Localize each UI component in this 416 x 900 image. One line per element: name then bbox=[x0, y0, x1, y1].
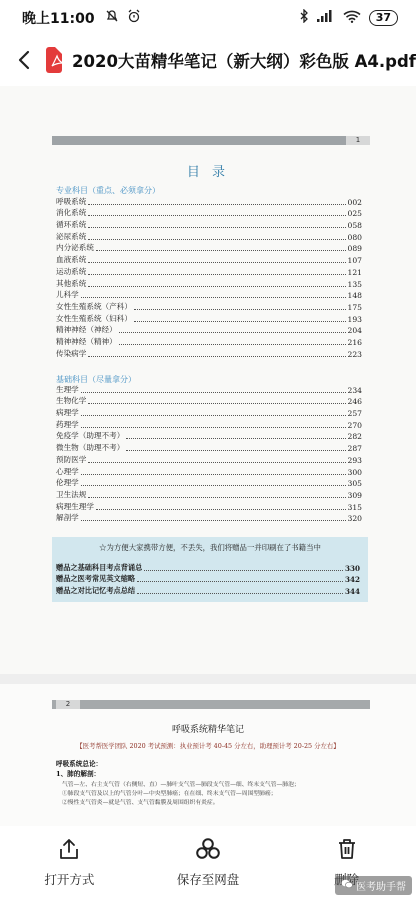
toc-entry-page: 300 bbox=[347, 467, 362, 477]
toc-entry bbox=[56, 584, 360, 596]
toc-leader-dots bbox=[137, 581, 343, 582]
toc-entry bbox=[56, 488, 362, 500]
mute-bell-icon bbox=[105, 9, 119, 27]
toc-entry-page: 287 bbox=[347, 444, 362, 454]
toc-leader-dots bbox=[81, 297, 346, 298]
toc-entry bbox=[56, 500, 362, 512]
toc-leader-dots bbox=[137, 593, 343, 594]
toc-title: 目 录 bbox=[186, 165, 230, 180]
toc-leader-dots bbox=[88, 239, 345, 240]
gift-list bbox=[56, 561, 360, 596]
toc-entry bbox=[56, 430, 362, 442]
toc-entry bbox=[56, 465, 362, 477]
section-heading: 呼吸系统总论： bbox=[56, 760, 103, 768]
toc-leader-dots bbox=[88, 274, 345, 275]
toc-entry-label: 消化系统 bbox=[56, 208, 87, 218]
toc-entry-label: 女性生殖系统（产科） bbox=[56, 301, 132, 311]
exam-prediction-note: 【医考帮医学团队 2020 考试预测：执业预计考 40-45 分左右，助理预计考 20-25 分左右】 bbox=[76, 742, 340, 750]
body-line: ②慢性支气管炎—就是气管、支气管黏膜及周围组织有炎症。 bbox=[62, 800, 219, 806]
toc-entry-label: 血液系统 bbox=[56, 255, 87, 265]
toc-entry-label: 生物化学 bbox=[56, 396, 87, 406]
toc-entry-page: 089 bbox=[347, 244, 362, 254]
toc-entry-page: 344 bbox=[344, 586, 360, 596]
toc-entry-label: 免疫学（助理不考） bbox=[56, 431, 125, 441]
toc-entry-page: 320 bbox=[347, 514, 362, 524]
body-line: ①肺段支气管及以上的气管分叶—中央型肺癌；在在细、终末支气管—周围型肺癌； bbox=[62, 791, 277, 797]
page-number: 2 bbox=[56, 700, 80, 709]
toc-leader-dots bbox=[88, 497, 345, 498]
trash-icon bbox=[338, 838, 356, 863]
toc-entry bbox=[56, 383, 362, 395]
toc-entry-label: 伦理学 bbox=[56, 478, 79, 488]
toc-entry bbox=[56, 207, 362, 219]
toc-entry bbox=[56, 335, 362, 347]
toc-entry bbox=[56, 441, 362, 453]
toc-entry-page: 305 bbox=[347, 479, 362, 489]
watermark-text: 医考助手帮 bbox=[356, 882, 406, 893]
toc-leader-dots bbox=[88, 262, 345, 263]
body-line: 气管—左、右主支气管（右侧短、直）—肺叶支气管—肺段支气管—细、终末支气管—肺泡； bbox=[62, 782, 300, 788]
open-with-button[interactable] bbox=[0, 826, 139, 900]
section-heading-basic: 基础科目（尽量拿分） bbox=[56, 375, 136, 384]
save-to-disk-button[interactable] bbox=[139, 826, 278, 900]
toc-entry-page: 270 bbox=[347, 420, 362, 430]
toc-leader-dots bbox=[134, 309, 346, 310]
toc-entry-label: 精神神经（精神） bbox=[56, 336, 117, 346]
toc-entry-label: 药理学 bbox=[56, 419, 79, 429]
toc-entry-label: 病理学 bbox=[56, 408, 79, 418]
toc-entry bbox=[56, 347, 362, 359]
toc-leader-dots bbox=[81, 427, 346, 428]
toc-entry bbox=[56, 300, 362, 312]
gift-note: ☆为方便大家携带方便，不丢失，我们将赠品一并印刷在了书籍当中 bbox=[99, 543, 321, 552]
pdf-page-1 bbox=[0, 86, 416, 674]
toc-entry-label: 女性生殖系统（妇科） bbox=[56, 313, 132, 323]
toc-entry-label: 其他系统 bbox=[56, 278, 87, 288]
toc-entry-page: 193 bbox=[347, 314, 362, 324]
toc-entry-page: 204 bbox=[347, 326, 362, 336]
toc-entry-label: 赠品之基础科目考点背诵总 bbox=[56, 562, 143, 572]
toc-entry-label: 预防医学 bbox=[56, 454, 87, 464]
toc-leader-dots bbox=[144, 570, 343, 571]
alarm-icon bbox=[127, 9, 141, 27]
toc-entry-label: 病理生理学 bbox=[56, 501, 94, 511]
toc-entry-label: 儿科学 bbox=[56, 290, 79, 300]
toc-entry bbox=[56, 195, 362, 207]
bluetooth-icon bbox=[299, 9, 309, 27]
toc-leader-dots bbox=[96, 250, 346, 251]
toc-entry-page: 058 bbox=[347, 221, 362, 231]
title-bar bbox=[0, 38, 416, 82]
status-time: 晚上11:00 bbox=[22, 11, 95, 27]
toc-leader-dots bbox=[81, 474, 346, 475]
battery-indicator: 37 bbox=[369, 10, 398, 26]
toc-entry-label: 传染病学 bbox=[56, 348, 87, 358]
save-to-disk-label: 保存至网盘 bbox=[176, 872, 240, 887]
toc-entry-page: 002 bbox=[347, 197, 362, 207]
toc-entry-page: 234 bbox=[347, 385, 362, 395]
toc-entry bbox=[56, 406, 362, 418]
toc-entry bbox=[56, 230, 362, 242]
pdf-viewer[interactable] bbox=[0, 86, 416, 826]
wifi-icon bbox=[343, 10, 361, 27]
toc-leader-dots bbox=[134, 321, 346, 322]
pdf-file-icon bbox=[46, 47, 62, 73]
toc-entry-page: 223 bbox=[347, 349, 362, 359]
toc-entry-label: 呼吸系统 bbox=[56, 196, 87, 206]
toc-entry bbox=[56, 561, 360, 573]
toc-entry-label: 循环系统 bbox=[56, 220, 87, 230]
toc-entry-label: 赠品之对比记忆考点总结 bbox=[56, 585, 136, 595]
toc-entry-label: 解剖学 bbox=[56, 513, 79, 523]
toc-entry-page: 121 bbox=[347, 267, 362, 277]
toc-leader-dots bbox=[119, 332, 346, 333]
toc-entry-page: 257 bbox=[347, 409, 362, 419]
toc-entry-page: 025 bbox=[347, 209, 362, 219]
toc-entry-page: 135 bbox=[347, 279, 362, 289]
toc-leader-dots bbox=[81, 415, 346, 416]
toc-entry-page: 148 bbox=[347, 291, 362, 301]
toc-leader-dots bbox=[88, 356, 345, 357]
toc-entry-page: 309 bbox=[347, 490, 362, 500]
toc-leader-dots bbox=[88, 286, 345, 287]
toc-entry-page: 246 bbox=[347, 397, 362, 407]
toc-entry bbox=[56, 312, 362, 324]
toc-leader-dots bbox=[126, 438, 345, 439]
page-header-bar bbox=[52, 700, 370, 709]
toc-entry-page: 175 bbox=[347, 302, 362, 312]
toc-entry-page: 282 bbox=[347, 432, 362, 442]
toc-leader-dots bbox=[88, 227, 345, 228]
back-arrow-icon[interactable] bbox=[14, 46, 34, 74]
pdf-page-2 bbox=[0, 684, 416, 826]
wechat-icon bbox=[341, 879, 353, 892]
open-with-label: 打开方式 bbox=[44, 872, 95, 887]
toc-entry bbox=[56, 573, 360, 585]
subsection-heading: 1、肺的解剖： bbox=[56, 770, 101, 778]
toc-entry-label: 心理学 bbox=[56, 466, 79, 476]
toc-list-basic bbox=[56, 383, 362, 523]
toc-leader-dots bbox=[126, 450, 345, 451]
toc-entry bbox=[56, 324, 362, 336]
toc-entry bbox=[56, 289, 362, 301]
page-title: 呼吸系统精华笔记 bbox=[171, 725, 244, 735]
toc-entry bbox=[56, 242, 362, 254]
watermark bbox=[335, 876, 412, 895]
toc-entry bbox=[56, 218, 362, 230]
signal-icon bbox=[317, 10, 335, 26]
toc-entry bbox=[56, 512, 362, 524]
cloud-disk-icon bbox=[195, 838, 221, 863]
toc-entry bbox=[56, 395, 362, 407]
toc-leader-dots bbox=[88, 215, 345, 216]
toc-entry-label: 泌尿系统 bbox=[56, 231, 87, 241]
toc-entry-label: 运动系统 bbox=[56, 266, 87, 276]
toc-entry bbox=[56, 253, 362, 265]
toc-entry-page: 330 bbox=[344, 563, 360, 573]
toc-entry bbox=[56, 453, 362, 465]
toc-entry-page: 216 bbox=[347, 337, 362, 347]
toc-leader-dots bbox=[88, 204, 345, 205]
toc-entry-label: 微生物（助理不考） bbox=[56, 443, 125, 453]
toc-entry-page: 080 bbox=[347, 232, 362, 242]
section-heading-professional: 专业科目（重点、必须拿分） bbox=[56, 186, 160, 195]
document-title: 2020大苗精华笔记（新大纲）彩色版 A4.pdf bbox=[72, 52, 416, 71]
toc-entry-label: 内分泌系统 bbox=[56, 243, 94, 253]
toc-entry-page: 342 bbox=[344, 575, 360, 585]
toc-leader-dots bbox=[81, 392, 346, 393]
toc-leader-dots bbox=[88, 462, 345, 463]
share-icon bbox=[59, 838, 79, 863]
toc-entry-label: 生理学 bbox=[56, 384, 79, 394]
toc-entry-label: 卫生法规 bbox=[56, 489, 87, 499]
toc-leader-dots bbox=[81, 485, 346, 486]
toc-entry-label: 赠品之医考常见英文缩略 bbox=[56, 574, 136, 584]
status-bar bbox=[0, 0, 416, 36]
toc-entry-page: 293 bbox=[347, 455, 362, 465]
toc-list-professional bbox=[56, 195, 362, 359]
toc-entry-page: 315 bbox=[347, 502, 362, 512]
toc-entry-page: 107 bbox=[347, 256, 362, 266]
page-header-bar bbox=[52, 136, 370, 145]
toc-leader-dots bbox=[88, 403, 345, 404]
toc-entry bbox=[56, 477, 362, 489]
page-number: 1 bbox=[346, 136, 370, 145]
toc-leader-dots bbox=[119, 344, 346, 345]
toc-entry-label: 精神神经（神经） bbox=[56, 325, 117, 335]
toc-entry bbox=[56, 265, 362, 277]
toc-entry bbox=[56, 418, 362, 430]
toc-entry bbox=[56, 277, 362, 289]
toc-leader-dots bbox=[96, 509, 346, 510]
toc-leader-dots bbox=[81, 520, 346, 521]
